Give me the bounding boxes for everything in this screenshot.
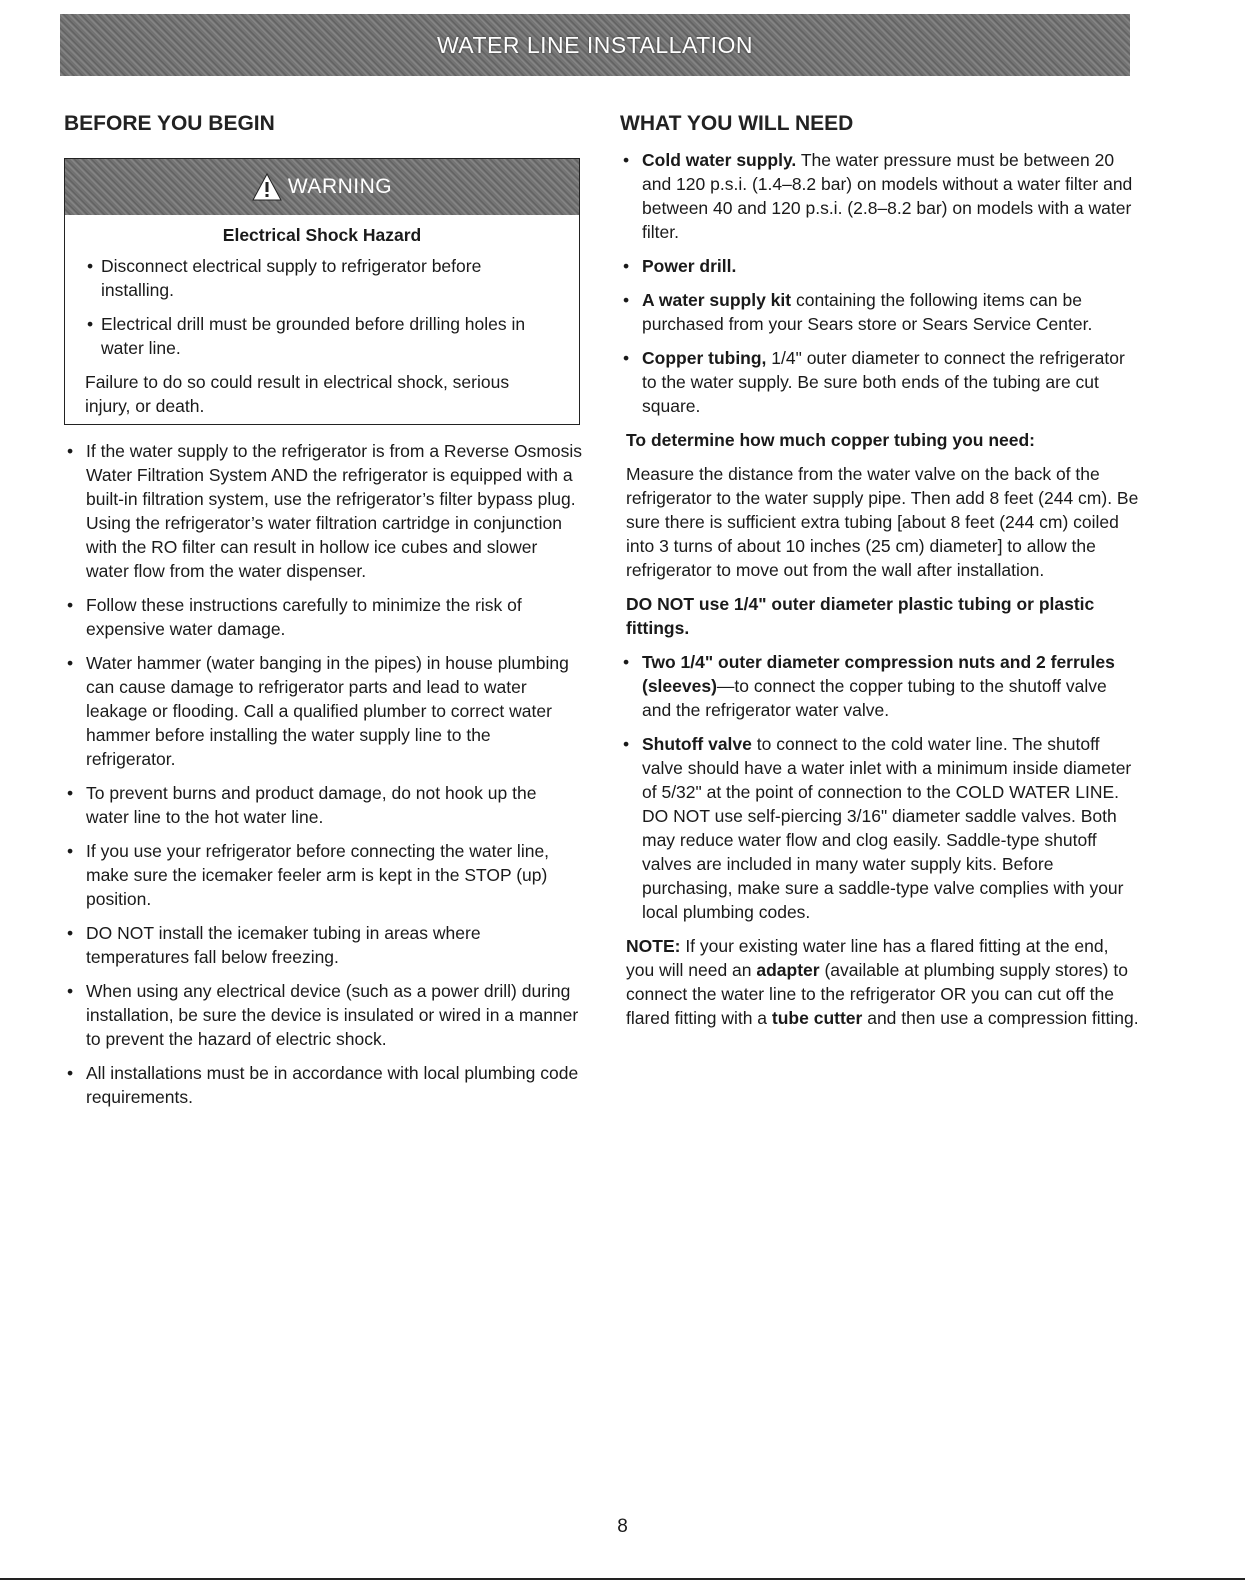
measure-text: Measure the distance from the water valve on the back of the refrigerator to the water supply pipe. Then add 8 feet (244 cm). Be sure there is sufficient extra tubing [about 8 feet (244 cm) coiled into 3 turns of about 10 inches (25 cm) diameter] to allow the refrigerator to move out from the wall after installation.	[626, 464, 1139, 580]
list-item: • When using any electrical device (such as a power drill) during installation, be sure the device is insulated or wired in a manner to prevent the hazard of electric shock.	[64, 979, 584, 1051]
compression-nuts-item	[620, 650, 1140, 722]
item-text: 1/4" outer diameter to connect the refrigerator to the water supply. Be sure both ends of the tubing are cut square.	[642, 348, 1125, 416]
note-text: If your existing water line has a flared fitting at the end, you will need an	[626, 936, 1109, 980]
copper-tubing-item	[620, 346, 1140, 418]
note-paragraph	[620, 934, 1140, 1030]
item-text: —to connect the copper tubing to the shutoff valve and the refrigerator water valve.	[642, 676, 1107, 720]
list-item: • To prevent burns and product damage, do not hook up the water line to the hot water line.	[64, 781, 584, 829]
item-bold-label: Shutoff valve	[642, 734, 752, 754]
item-bold-label: Two 1/4" outer diameter compression nuts and 2 ferrules (sleeves)	[642, 652, 1115, 696]
note-text: (available at plumbing supply stores) to connect the water line to the refrigerator OR you can cut off the flared fitting with a	[626, 960, 1128, 1028]
what-you-will-need-heading: WHAT YOU WILL NEED	[620, 112, 854, 135]
warning-triangle-icon	[252, 173, 282, 201]
warning-box	[64, 158, 580, 425]
supply-kit-item	[620, 288, 1140, 336]
item-bold-label: Copper tubing,	[642, 348, 767, 368]
tube-cutter-term: tube cutter	[771, 1008, 863, 1028]
note-label: NOTE:	[626, 936, 681, 956]
section-title: WATER LINE INSTALLATION	[436, 31, 754, 58]
warning-item: • Electrical drill must be grounded before drilling holes in water line.	[85, 312, 559, 360]
section-banner	[60, 14, 1130, 76]
list-item: • DO NOT install the icemaker tubing in areas where temperatures fall below freezing.	[64, 921, 584, 969]
page-number: 8	[617, 1516, 628, 1537]
shutoff-valve-item	[620, 732, 1140, 924]
warning-item: • Disconnect electrical supply to refrigerator before installing.	[85, 254, 559, 302]
item-text: containing the following items can be purchased from your Sears store or Sears Service Center.	[642, 290, 1093, 334]
list-item: • Water hammer (water banging in the pipes) in house plumbing can cause damage to refrigerator parts and lead to water leakage or flooding. Call a qualified plumber to correct water hammer before installing the water supply line to the refrigerator.	[64, 651, 584, 771]
what-you-will-need-column	[620, 112, 1140, 1040]
power-drill-item	[620, 254, 1140, 278]
hazard-title: Electrical Shock Hazard	[222, 225, 422, 245]
plastic-tubing-warning: DO NOT use 1/4" outer diameter plastic tubing or plastic fittings.	[626, 594, 1095, 638]
item-text: The water pressure must be between 20 and 120 p.s.i. (1.4–8.2 bar) on models without a water filter and between 40 and 120 p.s.i. (2.8–8.2 bar) on models with a water filter.	[642, 150, 1133, 242]
list-item: • If you use your refrigerator before connecting the water line, make sure the icemaker feeler arm is kept in the STOP (up) position.	[64, 839, 584, 911]
item-text: to connect to the cold water line. The shutoff valve should have a water inlet with a minimum inside diameter of 5/32" at the point of connection to the COLD WATER LINE. DO NOT use self-piercing 3/16" diameter saddle valves. Both may reduce water flow and clog easily. Saddle-type shutoff valves are included in many water supply kits. Before purchasing, make sure a saddle-type valve complies with your local plumbing codes.	[642, 734, 1132, 922]
warning-bar	[65, 159, 579, 215]
list-item: • All installations must be in accordance with local plumbing code requirements.	[64, 1061, 584, 1109]
determine-heading: To determine how much copper tubing you need:	[626, 430, 1035, 450]
warning-footer: Failure to do so could result in electrical shock, serious injury, or death.	[85, 372, 510, 416]
item-bold-label: Power drill.	[642, 256, 737, 276]
bottom-divider	[0, 1578, 1245, 1580]
note-text: and then use a compression fitting.	[862, 1008, 1139, 1028]
list-item: • If the water supply to the refrigerator is from a Reverse Osmosis Water Filtration System AND the refrigerator is equipped with a built-in filtration system, use the refrigerator’s filter bypass plug. Using the refrigerator’s water filtration cartridge in conjunction with the RO filter can result in hollow ice cubes and slower water flow from the water dispenser.	[64, 439, 584, 583]
before-you-begin-heading: BEFORE YOU BEGIN	[64, 112, 275, 135]
item-bold-label: Cold water supply.	[642, 150, 797, 170]
list-item: • Follow these instructions carefully to minimize the risk of expensive water damage.	[64, 593, 584, 641]
before-you-begin-column	[64, 112, 584, 1119]
adapter-term: adapter	[756, 960, 820, 980]
cold-water-item	[620, 148, 1140, 244]
item-bold-label: A water supply kit	[642, 290, 792, 310]
warning-label: WARNING	[287, 175, 393, 198]
